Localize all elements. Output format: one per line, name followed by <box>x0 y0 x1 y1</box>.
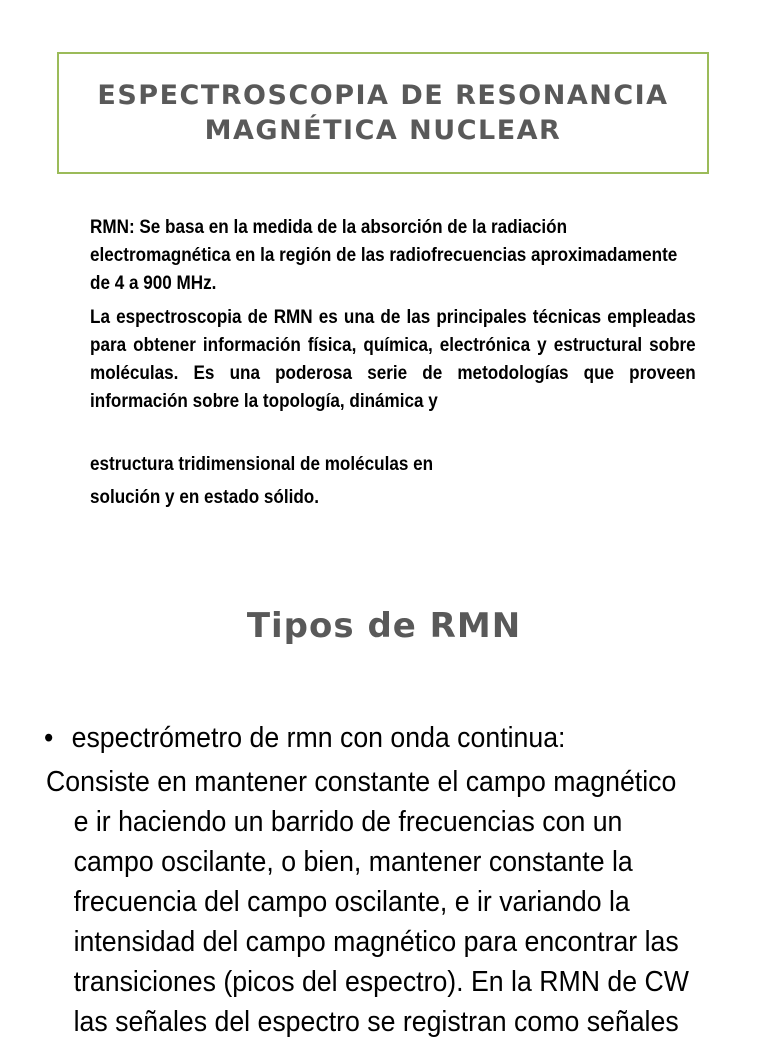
bullet-item <box>44 716 565 760</box>
structure-line <box>90 451 696 479</box>
definition-text: RMN: Se basa en la medida de la absorción de la radiación electromagnética en la región de las radiofrecuencias aproximadamente de 4 a 900 MHz. <box>90 217 678 294</box>
description-text: La espectroscopia de RMN es una de las principales técnicas empleadas para obtener información física, química, electrónica y estructural sobre moléculas. Es una poderosa serie de metodologías que proveen información sobre la topología, dinámica y <box>90 307 696 412</box>
state-line <box>90 484 696 512</box>
slide-title: ESPECTROSCOPIA DE RESONANCIA MAGNÉTICA NUCLEAR <box>97 80 669 146</box>
description-line: Consiste en mantener constante el campo magnético <box>46 766 677 798</box>
bullet-text: espectrómetro de rmn con onda continua: <box>71 722 566 754</box>
description-line: frecuencia del campo oscilante, e ir variando la <box>73 886 630 918</box>
definition-paragraph <box>90 214 693 298</box>
state-text: solución y en estado sólido. <box>90 487 319 508</box>
description-paragraph <box>90 304 696 416</box>
section-title: Tipos de RMN <box>246 606 522 646</box>
title-box <box>57 52 709 174</box>
cw-description <box>46 762 766 1042</box>
structure-text: estructura tridimensional de moléculas en <box>90 454 434 475</box>
bullet-marker: • <box>44 722 54 754</box>
description-line: campo oscilante, o bien, mantener constante la <box>73 846 633 878</box>
description-line: las señales del espectro se registran como señales <box>73 1006 679 1038</box>
description-line: transiciones (picos del espectro). En la RMN de CW <box>73 966 689 998</box>
description-line: intensidad del campo magnético para encontrar las <box>73 926 679 958</box>
description-line: e ir haciendo un barrido de frecuencias con un <box>73 806 623 838</box>
